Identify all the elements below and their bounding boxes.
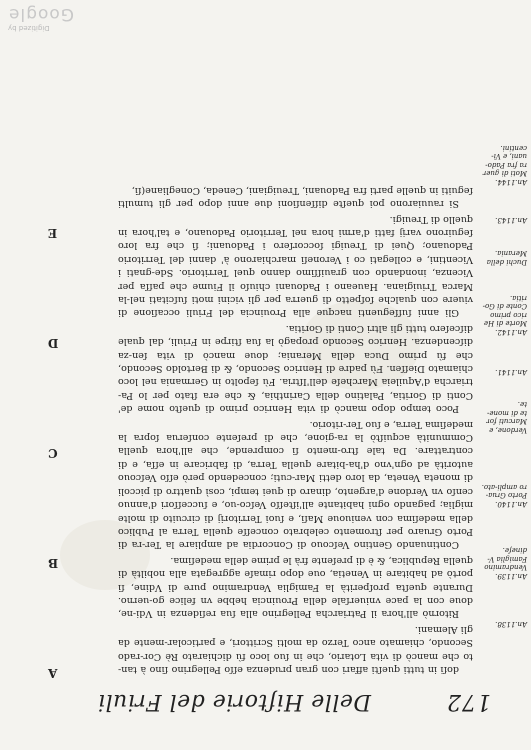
page-number: 172 bbox=[446, 689, 491, 714]
watermark-caption: Digitized by bbox=[8, 24, 50, 32]
running-title: Delle Hiſtorie del Friuli bbox=[97, 689, 371, 714]
margin-note: Verdone, e Marcuti for te di mone-te. bbox=[486, 400, 527, 434]
margin-note: An.1143. bbox=[495, 216, 527, 224]
margin-note: An.1138. bbox=[495, 620, 527, 628]
page-header bbox=[51, 678, 491, 714]
margin-note: Duchi della Merania. bbox=[486, 249, 527, 266]
body-text bbox=[118, 181, 473, 676]
paragraph: Continuando Gentino Veſcouo di Concordia ad ampliare la Ter-ra di Porto Gruaro per ſtromento celebrato conceſſe quella Terra al Publico della medeſima con veniuoue Maſi, e ſuoi Territorij di circuito di molte miglia; pagando ogni habitante all'iſteſſo Veſco-uo, e ſucceſſori d'annuo cenſo vn Verdone d'argento, dinaro di quei tempi, così quattro di piccoli di moneta Veneta, da loro detti Mar-cuti; concedendo però eſſo Veſcouo autorità ad ogn'vno d'ha-bitare quella Terra, di fabricare in eſſa, e di contrattare. Da tale ſtro-mento ſi comprende, che all'hora quella Communità acquiſtò la ra-gione, che di preſente conſerua ſopra la medeſima Terra, e ſuo Ter-ritorio. bbox=[118, 418, 473, 551]
paragraph: doſi in tutti queſti affari con gran prudenza eſſo Pellegrino ſino à tan-to che mancò di vita Lotario, che in ſuo loco fù dichiarato Rè Cor-rado Secondo, chiamato anco Terzo da molti Scrittori, e particolar-mente da gli Alemani. bbox=[118, 623, 473, 675]
side-letter: E bbox=[48, 226, 58, 240]
margin-note: An.1140. Porto Grua-ro ampli-ato. bbox=[481, 483, 527, 508]
paragraph: Gli anni ſuſſeguenti nacque alla Prouincia del Friuli occaſione di viuere con qualche ſoſpetto di guerra per gli vicini moti ſuſcitati nel-la Marca Triuigiana. Haueano i Padouani chiuſo il Fiume che paſſa per Vicenza, inondando con grauiſſimo danno quel Territorio. Sde-gnati i Vicentini, e collegati co i Veroneſi marchiarono à' danni del Territorio Padouano; Quei di Treuigi ſoccorſero i Padouani; ſì che fra loro ſeguirono varij fatti d'armi hora nel Territorio Padouano, e tal'hora in quello di Treuigi. bbox=[118, 213, 473, 319]
margin-note: An.1144. Moti di guer ra fra Pado-uani, e Vi-centini. bbox=[482, 144, 527, 186]
paragraph: Ritornò all'hora il Patriarcha Pellegrino alla ſua reſidenza in Vdi-ne, doue con la pace vniuerſale della Prouincia hebbe vn felice go-uerno. Durante queſta proſperità la Famiglia Vendramino pure di Vdine, ſi portò ad habitare in Venetia, oue dopo rimaſe aggregata alla nobiltà di quella Republica, & è di preſente frà le prime della medeſima. bbox=[118, 554, 473, 620]
side-letter: C bbox=[48, 446, 58, 460]
margin-note: An.1141. bbox=[495, 368, 527, 376]
paragraph: Poco tempo dopo mancò di vita Henrico primo di queſto nome de' Conti di Goritia, Palatino della Carinthia, & che era ſtato per lo Pa-triarcha d'Aquileia Marcheſe dell'Iſtria. Fù ſepolto in Germania nel loco chiamato Dieſſen. Fù padre di Henrico Secondo, & di Bertoldo Secondo, che fù primo Duca della Merania; doue mancò di vita ſen-za diſcendenza. Henrico Secondo propagò la ſua ſtirpe in Friuli, dal quale diſceſero tutti gli altri Conti di Goritia. bbox=[118, 322, 473, 415]
side-letter: D bbox=[48, 336, 59, 350]
margin-note: An.1139. Vendramino Famiglia V-dineſe. bbox=[484, 546, 527, 580]
paragraph: Si rauuiarono poi queſte diſſenſioni due anni dopo per gli tumulti ſeguiti in quelle parti fra Padouani, Treuigiani, Ceneda, Conegliane(ſi, bbox=[118, 184, 473, 210]
google-watermark bbox=[8, 4, 128, 32]
side-letter: B bbox=[48, 556, 59, 570]
google-logo: Google bbox=[8, 4, 74, 24]
margin-note: An.1142. Morte di He rico primo Conte di Go-ritia. bbox=[482, 294, 527, 336]
side-letter: A bbox=[48, 666, 58, 680]
